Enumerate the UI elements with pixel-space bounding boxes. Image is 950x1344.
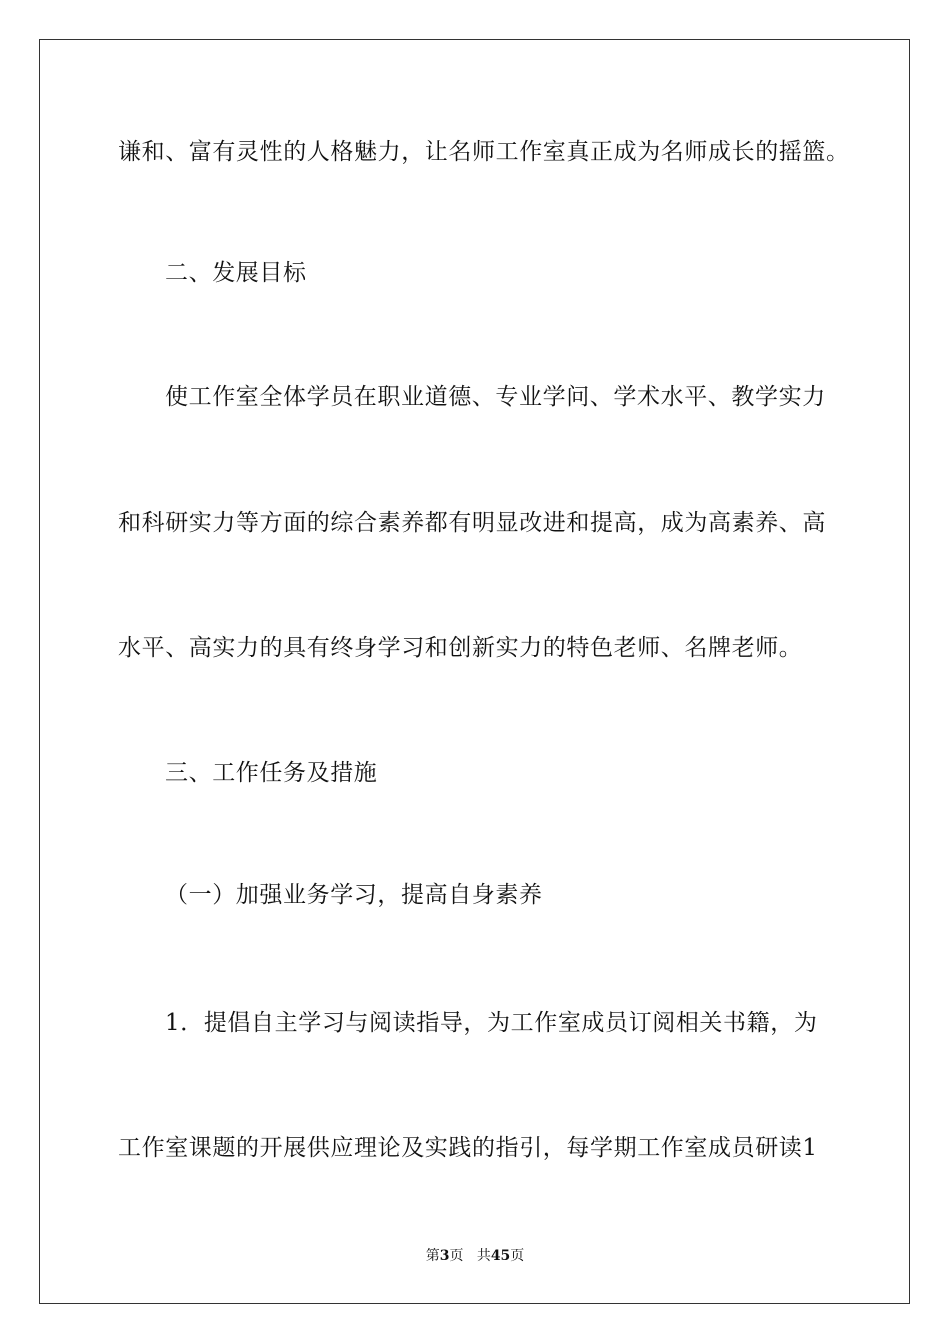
subsection-heading: （一）加强业务学习，提高自身素养	[165, 882, 543, 908]
paragraph-line: 水平、高实力的具有终身学习和创新实力的特色老师、名牌老师。	[118, 635, 803, 661]
paragraph-line: 1．提倡自主学习与阅读指导，为工作室成员订阅相关书籍，为	[165, 1010, 818, 1036]
page-footer	[0, 1247, 950, 1265]
paragraph-line: 谦和、富有灵性的人格魅力，让名师工作室真正成为名师成长的摇篮。	[118, 139, 850, 165]
total-suffix: 页	[510, 1248, 525, 1264]
page-number: 3	[439, 1248, 450, 1264]
total-pages: 45	[490, 1248, 511, 1264]
paragraph-line: 使工作室全体学员在职业道德、专业学问、学术水平、教学实力	[165, 384, 826, 410]
paragraph-line: 和科研实力等方面的综合素养都有明显改进和提高，成为高素养、高	[118, 510, 826, 536]
page-frame	[39, 39, 910, 1304]
page-prefix: 第	[425, 1248, 440, 1264]
paragraph-line: 工作室课题的开展供应理论及实践的指引，每学期工作室成员研读1	[118, 1135, 818, 1161]
section-heading: 二、发展目标	[165, 260, 307, 286]
page-suffix: 页	[449, 1248, 464, 1264]
total-prefix: 共	[476, 1248, 491, 1264]
section-heading: 三、工作任务及措施	[165, 760, 378, 786]
